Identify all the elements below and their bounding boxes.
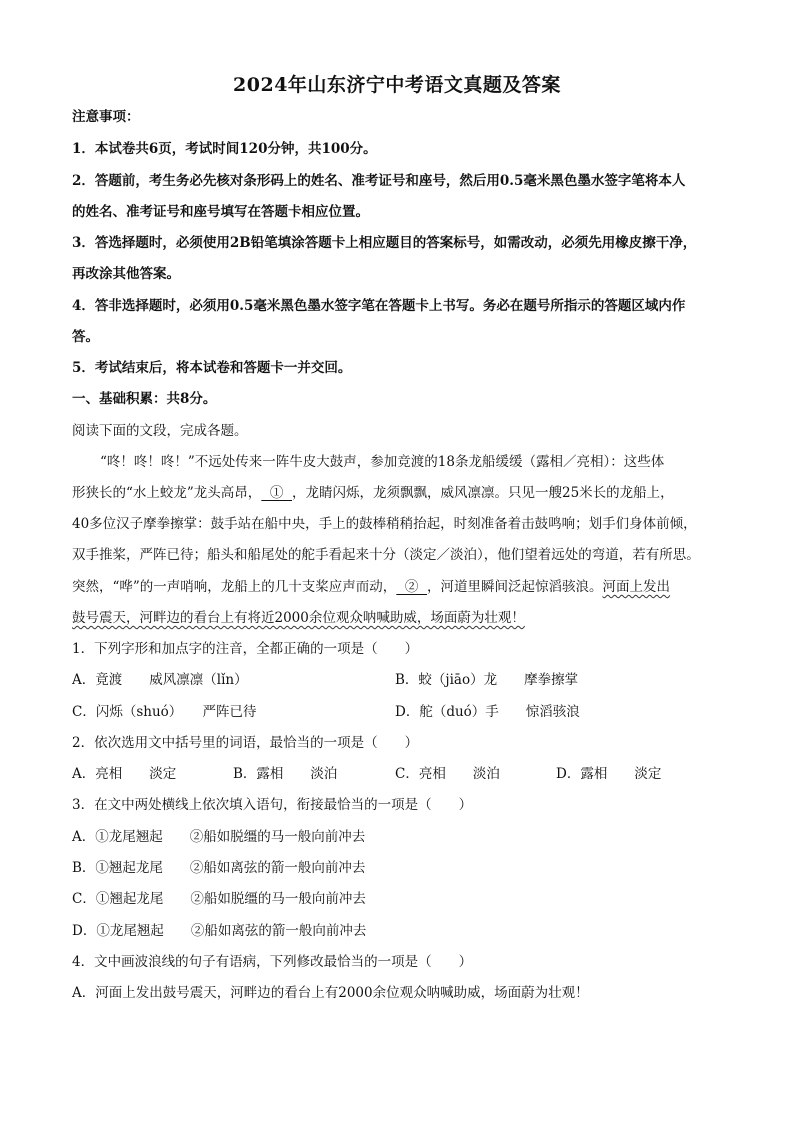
passage-line [72,609,525,627]
wavy-sentence: 鼓号震天，河畔边的看台上有将近2000余位观众呐喊助威，场面蔚为壮观！ [72,610,525,626]
notice-item: 3．答选择题时，必须使用2B铅笔填涂答题卡上相应题目的答案标号，如需改动，必须先用橡皮擦干净， [72,235,697,251]
passage-line: “咚！咚！咚！”不远处传来一阵牛皮大鼓声，参加竞渡的18条龙船缓缓（露相／亮相）：这些体 [100,454,665,470]
passage-line: 双手推桨，严阵已待；船头和船尾处的舵手看起来十分（淡定／淡泊），他们望着远处的弯道，若有所思。 [72,547,700,563]
passage-text: 形狭长的“水上蛟龙”龙头高昂， [72,485,262,501]
passage-text: ，龙睛闪烁，龙须飘飘，威风凛凛。只见一艘25米长的龙船上， [291,485,674,501]
section-intro: 阅读下面的文段，完成各题。 [72,423,248,439]
notice-heading: 注意事项： [72,109,140,125]
page-title: 2024年山东济宁中考语文真题及答案 [233,74,561,96]
notice-item: 再改涂其他答案。 [72,266,180,282]
question-4-stem: 4．文中画波浪线的句子有语病，下列修改最恰当的一项是（ ） [72,954,473,970]
q1-option-d[interactable]: D．舵（duó）手 惊滔骇浪 [395,704,580,720]
passage-text: ，河道里瞬间泛起惊滔骇浪。 [426,579,603,595]
q2-option-c[interactable]: C．亮相 淡泊 [395,766,500,782]
notice-item: 答。 [72,329,99,345]
q3-option-b[interactable]: B．①翘起龙尾 ②船如离弦的箭一般向前冲去 [72,860,366,876]
blank-2: ② [396,579,427,595]
wavy-sentence: 河面上发出 [602,579,670,595]
question-3-stem: 3．在文中两处横线上依次填入语句，衔接最恰当的一项是（ ） [72,797,473,813]
notice-item: 的姓名、准考证号和座号填写在答题卡相应位置。 [72,204,369,220]
notice-item: 1．本试卷共6页，考试时间120分钟，共100分。 [72,141,377,157]
notice-item: 2．答题前，考生务必先核对条形码上的姓名、准考证号和座号，然后用0.5毫米黑色墨水签字笔将本人 [72,173,686,189]
blank-1: ① [261,485,292,501]
q2-option-b[interactable]: B．露相 淡泊 [233,766,338,782]
q1-option-c[interactable]: C．闪烁（shuó） 严阵已待 [72,704,257,720]
passage-line [72,484,674,502]
notice-item: 4．答非选择题时，必须用0.5毫米黑色墨水签字笔在答题卡上书写。务必在题号所指示的答题区域内作 [72,298,686,314]
notice-item: 5．考试结束后，将本试卷和答题卡一并交回。 [72,360,352,376]
question-1-stem: 1．下列字形和加点字的注音，全都正确的一项是（ ） [72,641,419,657]
q1-option-a[interactable]: A．竟渡 威风凛凛（lǐn） [72,672,248,688]
passage-line [72,578,670,596]
q3-option-c[interactable]: C．①翘起龙尾 ②船如脱缰的马一般向前冲去 [72,891,366,907]
section-heading: 一、基础积累：共8分。 [72,391,217,407]
q1-option-b[interactable]: B．蛟（jiāo）龙 摩拳擦掌 [395,672,579,688]
passage-text: 突然，“哗”的一声哨响，龙船上的几十支桨应声而动， [72,579,397,595]
passage-line: 40多位汉子摩拳擦掌：鼓手站在船中央，手上的鼓棒稍稍抬起，时刻准备着击鼓鸣响；划手们身体前倾， [72,516,697,532]
q2-option-a[interactable]: A．亮相 淡定 [72,766,177,782]
q4-option-a[interactable]: A．河面上发出鼓号震天，河畔边的看台上有2000余位观众呐喊助威，场面蔚为壮观！ [72,985,589,1001]
question-2-stem: 2．依次选用文中括号里的词语，最恰当的一项是（ ） [72,735,419,751]
q3-option-d[interactable]: D．①龙尾翘起 ②船如离弦的箭一般向前冲去 [72,923,367,939]
q3-option-a[interactable]: A．①龙尾翘起 ②船如脱缰的马一般向前冲去 [72,829,366,845]
q2-option-d[interactable]: D．露相 淡定 [556,766,662,782]
